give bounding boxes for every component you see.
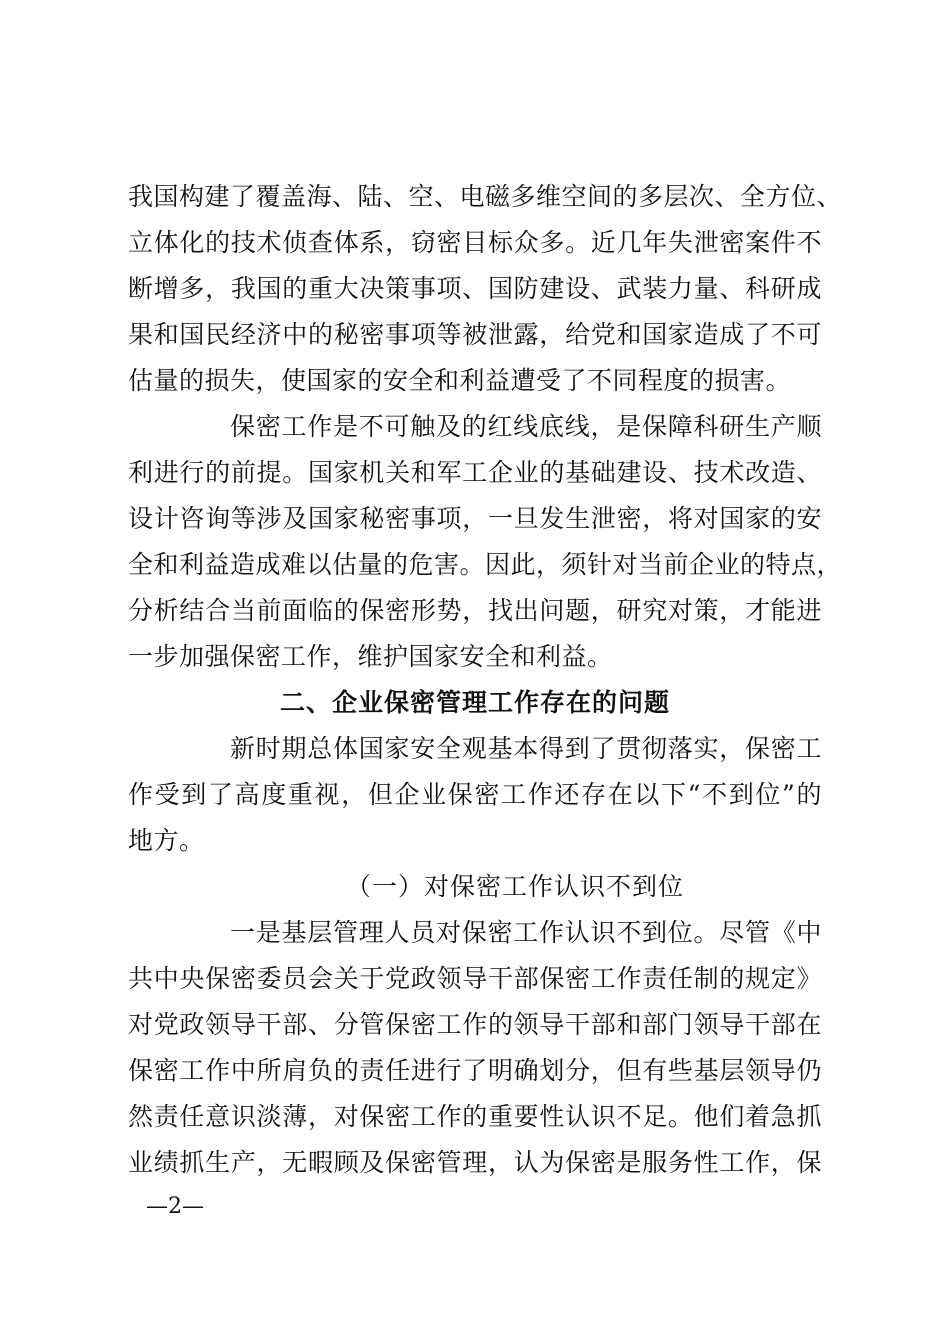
paragraph-2-line-2: 利进行的前提。国家机关和军工企业的基础建设、技术改造、 xyxy=(128,458,822,487)
paragraph-3-line-1: 新时期总体国家安全观基本得到了贯彻落实，保密工 xyxy=(230,734,822,763)
page-number: —2— xyxy=(146,1194,204,1219)
paragraph-4-line-5: 然责任意识淡薄，对保密工作的重要性认识不足。他们着急抓 xyxy=(128,1102,822,1131)
paragraph-2-line-3: 设计咨询等涉及国家秘密事项，一旦发生泄密，将对国家的安 xyxy=(128,504,822,533)
paragraph-4-line-3: 对党政领导干部、分管保密工作的领导干部和部门领导干部在 xyxy=(128,1010,822,1039)
section-heading-2: 二、企业保密管理工作存在的问题 xyxy=(279,688,670,717)
subsection-heading-1: （一）对保密工作认识不到位 xyxy=(345,872,684,901)
paragraph-4-line-4: 保密工作中所肩负的责任进行了明确划分，但有些基层领导仍 xyxy=(128,1056,822,1085)
paragraph-3-line-3: 地方。 xyxy=(128,826,205,855)
paragraph-2-line-5: 分析结合当前面临的保密形势，找出问题，研究对策，才能进 xyxy=(128,596,822,625)
paragraph-1-line-1: 我国构建了覆盖海、陆、空、电磁多维空间的多层次、全方位、 xyxy=(128,182,843,211)
paragraph-2-line-6: 一步加强保密工作，维护国家安全和利益。 xyxy=(128,642,613,671)
paragraph-4-line-1: 一是基层管理人员对保密工作认识不到位。尽管《中 xyxy=(230,918,822,947)
paragraph-2-line-4: 全和利益造成难以估量的危害。因此，须针对当前企业的特点， xyxy=(128,550,843,579)
paragraph-4-line-2: 共中央保密委员会关于党政领导干部保密工作责任制的规定》 xyxy=(128,964,822,993)
paragraph-1-line-4: 果和国民经济中的秘密事项等被泄露，给党和国家造成了不可 xyxy=(128,320,822,349)
paragraph-2-line-1: 保密工作是不可触及的红线底线，是保障科研生产顺 xyxy=(230,412,822,441)
paragraph-3-line-2: 作受到了高度重视，但企业保密工作还存在以下“不到位”的 xyxy=(128,780,822,809)
paragraph-1-line-5: 估量的损失，使国家的安全和利益遭受了不同程度的损害。 xyxy=(128,366,792,395)
paragraph-4-line-6: 业绩抓生产，无暇顾及保密管理，认为保密是服务性工作，保 xyxy=(128,1148,822,1177)
paragraph-1-line-3: 断增多，我国的重大决策事项、国防建设、武装力量、科研成 xyxy=(128,274,822,303)
paragraph-1-line-2: 立体化的技术侦查体系，窃密目标众多。近几年失泄密案件不 xyxy=(128,228,822,257)
